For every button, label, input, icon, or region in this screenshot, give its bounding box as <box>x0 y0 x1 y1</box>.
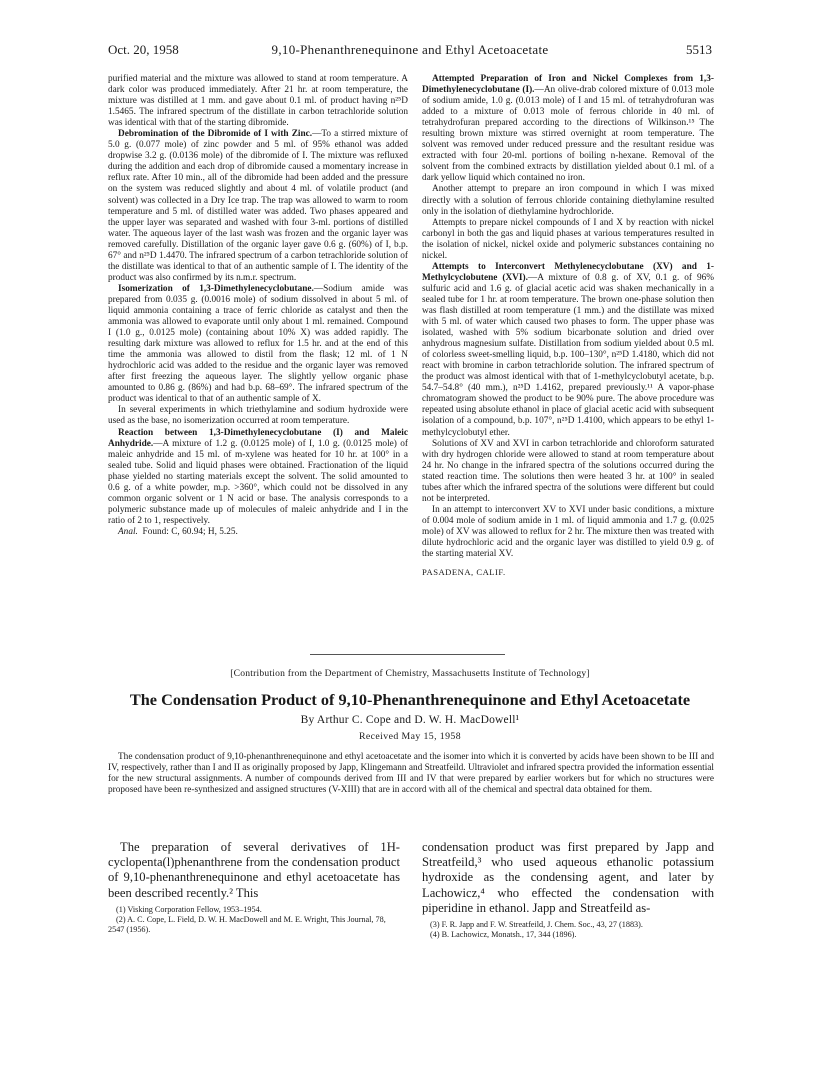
body-left-column <box>108 840 400 935</box>
footnote-1: (1) Visking Corporation Fellow, 1953–1954. <box>116 904 262 914</box>
section-heading: Attempts to Interconvert Methylenecyclobutane (XV) and 1-Methylcyclobutene (XVI). <box>422 261 714 283</box>
body-paragraph: The preparation of several derivatives of 1H-cyclopenta(l)phenanthrene from the condensation product of 9,10-phenanthrenequinone and ethyl acetoacetate has been described recently.² This <box>108 840 400 900</box>
footnote-4: (4) B. Lachowicz, Monatsh., 17, 344 (1896). <box>430 930 577 940</box>
paragraph: In an attempt to interconvert XV to XVI under basic conditions, a mixture of 0.004 mole of sodium amide in 1 ml. of liquid ammonia and 1.7 g. (0.025 mole) of XV was allowed to reflux for 2 hr. The mixture then was treated with dilute hydrochloric acid and the organic layer was distilled to yield 0.9 g. of the starting material XV. <box>422 504 714 560</box>
footnotes-left <box>108 905 400 935</box>
paragraph: Attempts to Interconvert Methylenecyclobutane (XV) and 1-Methylcyclobutene (XVI).—A mixture of 0.8 g. of XV, 0.1 g. of 96% sulfuric acid and 1.6 g. of glacial acetic acid was shaken mechanically in a sealed tube for 1 hr. at room temperature. The brown one-phase solution then was flash distilled at room temperature (1 mm.) and the distillate was mixed with 5 ml. of water which caused two phases to form. The upper phase was isolated, washed with 5% sodium bicarbonate solution and dried over anhydrous magnesium sulfate. Distillation from sodium yielded about 0.5 ml. of colorless sweet-smelling liquid, b.p. 100–130°, n²⁵D 1.4180, which did not react with bromine in carbon tetrachloride solution. The infrared spectrum of the product was almost identical with that of 1-methylcyclobutyl acetate, b.p. 54.7–54.8° (40 mm.), n²⁵D 1.4162, prepared previously.¹¹ A vapor-phase chromatogram showed the product to be 90% pure. The above procedure was repeated using absolute ethanol in place of glacial acetic acid with subsequent isolation of a compound, b.p. 107°, n²⁵D 1.4100, which appears to be ethyl 1-methylcyclobutyl ether. <box>422 261 714 438</box>
section-divider <box>310 654 505 655</box>
analysis-line: Anal. Found: C, 60.94; H, 5.25. <box>118 526 238 537</box>
paragraph: Solutions of XV and XVI in carbon tetrachloride and chloroform saturated with dry hydrogen chloride were allowed to stand at room temperature about 24 hr. No change in the infrared spectra of the solutions occurred during the stated reaction time. The solutions then were heated 3 hr. at 100° in sealed tubes after which the infrared spectra of the solutions were different but could not be interpreted. <box>422 438 714 504</box>
paragraph: Reaction between 1,3-Dimethylenecyclobutane (I) and Maleic Anhydride.—A mixture of 1.2 g. (0.0125 mole) of I, 1.0 g. (0.0125 mole) of maleic anhydride and 15 ml. of m-xylene was heated for 10 hr. at 100° in a sealed tube. Solid and liquid phases were obtained. Fractionation of the liquid phase yielded no starting materials except the solvent. The solid amounted to 0.6 g. of a white powder, m.p. >360°, which could not be dissolved in any common organic solvent or 1 N acid or base. The analysis corresponds to a polymeric substance made up of molecules of maleic anhydride and I in the ratio of 2 to 1, respectively. <box>108 427 408 526</box>
header-page-number: 5513 <box>686 42 712 57</box>
footnotes-right <box>422 920 714 940</box>
paragraph: Debromination of the Dibromide of I with Zinc.—To a stirred mixture of 5.0 g. (0.077 mole) of zinc powder and 5 ml. of 95% ethanol was added dropwise 3.2 g. (0.0136 mole) of the dibromide of I. The mixture was refluxed during the addition and each drop of dibromide caused a momentary increase in reflux rate. After 10 min., all of the dibromide had been added and the pressure on the system was reduced slightly and about 4 ml. of volatile product (and solvent) was collected in a Dry Ice trap. The trap was allowed to warm to room temperature and 5 ml. of distilled water was added. Two phases appeared and the upper layer was separated and washed with four 3-ml. portions of distilled water. The aqueous layer of the last wash was frozen and the organic layer was removed carefully. Distillation of the organic layer gave 0.6 g. (60%) of I, b.p. 67° and n²⁵D 1.4470. The infrared spectrum of a carbon tetrachloride solution of the distillate was identical to that of an authentic sample of I. The identity of the product was also confirmed by its n.m.r. spectrum. <box>108 129 409 283</box>
paragraph: Attempts to prepare nickel compounds of I and X by reaction with nickel carbonyl in both the gas and liquid phases at various temperatures resulted in the isolation of nickel, nickel oxide and polymeric substances containing no nickel. <box>422 217 714 261</box>
paragraph: Another attempt to prepare an iron compound in which I was mixed directly with a solution of ferrous chloride containing diethylamine resulted only in the isolation of diethylamine hydrochloride. <box>422 184 714 217</box>
contribution-line: [Contribution from the Department of Chemistry, Massachusetts Institute of Technology] <box>230 668 590 679</box>
running-header <box>108 42 712 62</box>
body-right-column <box>422 840 714 940</box>
body-paragraph: condensation product was first prepared by Japp and Streatfeild,³ who used aqueous ethanolic potassium hydroxide as the condensing agent, and later by Lachowicz,⁴ who effected the condensation with piperidine in ethanol. Japp and Streatfeild as- <box>422 840 714 915</box>
section-heading: Isomerization of 1,3-Dimethylenecyclobutane. <box>118 283 314 294</box>
footnote-2: (2) A. C. Cope, L. Field, D. W. H. MacDowell and M. E. Wright, This Journal, 78, 2547 (1956). <box>108 914 386 934</box>
place-line: PASADENA, CALIF. <box>422 567 506 578</box>
article-title: The Condensation Product of 9,10-Phenanthrenequinone and Ethyl Acetoacetate <box>129 690 691 709</box>
experimental-right-column <box>422 74 714 578</box>
article-authors: By Arthur C. Cope and D. W. H. MacDowell¹ <box>300 714 520 726</box>
section-heading: Reaction between 1,3-Dimethylenecyclobutane (I) and Maleic Anhydride. <box>108 427 408 449</box>
section-heading: Attempted Preparation of Iron and Nickel Complexes from 1,3-Dimethylenecyclobutane (I). <box>422 74 714 96</box>
section-heading: Debromination of the Dibromide of I with Zinc. <box>118 129 313 140</box>
experimental-left-column <box>108 74 408 538</box>
paragraph: Attempted Preparation of Iron and Nickel Complexes from 1,3-Dimethylenecyclobutane (I).—An olive-drab colored mixture of 0.013 mole of sodium amide, 1.0 g. (0.013 mole) of I and 15 ml. of tetrahydrofuran was added to a mixture of 0.013 mole of ferrous chloride in 40 ml. of tetrahydrofuran prepared according to the directions of Wilkinson.¹⁵ The resulting brown mixture was stirred overnight at room temperature. The solvent was removed under reduced pressure and the resultant residue was extracted with four 20-ml. portions of boiling n-hexane. Removal of the solvent from the combined extracts by distillation yielded about 0.1 ml. of a dark yellow liquid which contained no iron. <box>422 74 715 184</box>
paragraph: purified material and the mixture was allowed to stand at room temperature. A dark color was produced immediately. After 21 hr. at room temperature, the mixture was distilled at 1 mm. and gave about 0.1 ml. of product having n²⁵D 1.5465. The infrared spectrum of the distillate in carbon tetrachloride solution was identical with that of the starting dibromide. <box>108 74 408 129</box>
header-date: Oct. 20, 1958 <box>108 42 179 57</box>
paragraph: Isomerization of 1,3-Dimethylenecyclobutane.—Sodium amide was prepared from 0.035 g. (0.0016 mole) of sodium dissolved in about 5 ml. of liquid ammonia containing a trace of ferric chloride as catalyst and then the ammonia was allowed to evaporate until only about 1 ml. remained. Compound I (1.0 g., 0.0125 mole) (containing about 10% X) was added rapidly. The resulting dark mixture was allowed to reflux for 1.5 hr. and at the end of this time the ammonia was allowed to distil from the flask; 12 ml. of 1 N hydrochloric acid was added to the residue and the organic layer was removed after first freezing the aqueous layer. The slightly yellow organic phase amounted to 0.86 g. (86%) and had b.p. 68–69°. The infrared spectrum of the product was identical to that of an authentic sample of X. <box>108 283 408 405</box>
abstract: The condensation product of 9,10-phenanthrenequinone and ethyl acetoacetate and the isomer into which it is converted by acids have been shown to be III and IV, respectively, rather than I and II as originally proposed by Japp, Klingemann and Streatfeild. Ultraviolet and infrared spectra provided the information essential for the new structural assignments. A number of compounds derived from III and IV that were prepared by earlier workers but for which no structures were proposed have been re-synthesized and assigned structures (V-XIII) that are in accord with all of the chemical and spectral data obtained for them. <box>108 752 714 795</box>
paragraph: In several experiments in which triethylamine and sodium hydroxide were used as the base, no isomerization occurred at room temperature. <box>108 405 408 427</box>
header-running-title: 9,10-Phenanthrenequinone and Ethyl Acetoacetate <box>271 42 549 57</box>
footnote-3: (3) F. R. Japp and F. W. Streatfeild, J. Chem. Soc., 43, 27 (1883). <box>430 920 643 930</box>
received-date: Received May 15, 1958 <box>359 731 461 742</box>
